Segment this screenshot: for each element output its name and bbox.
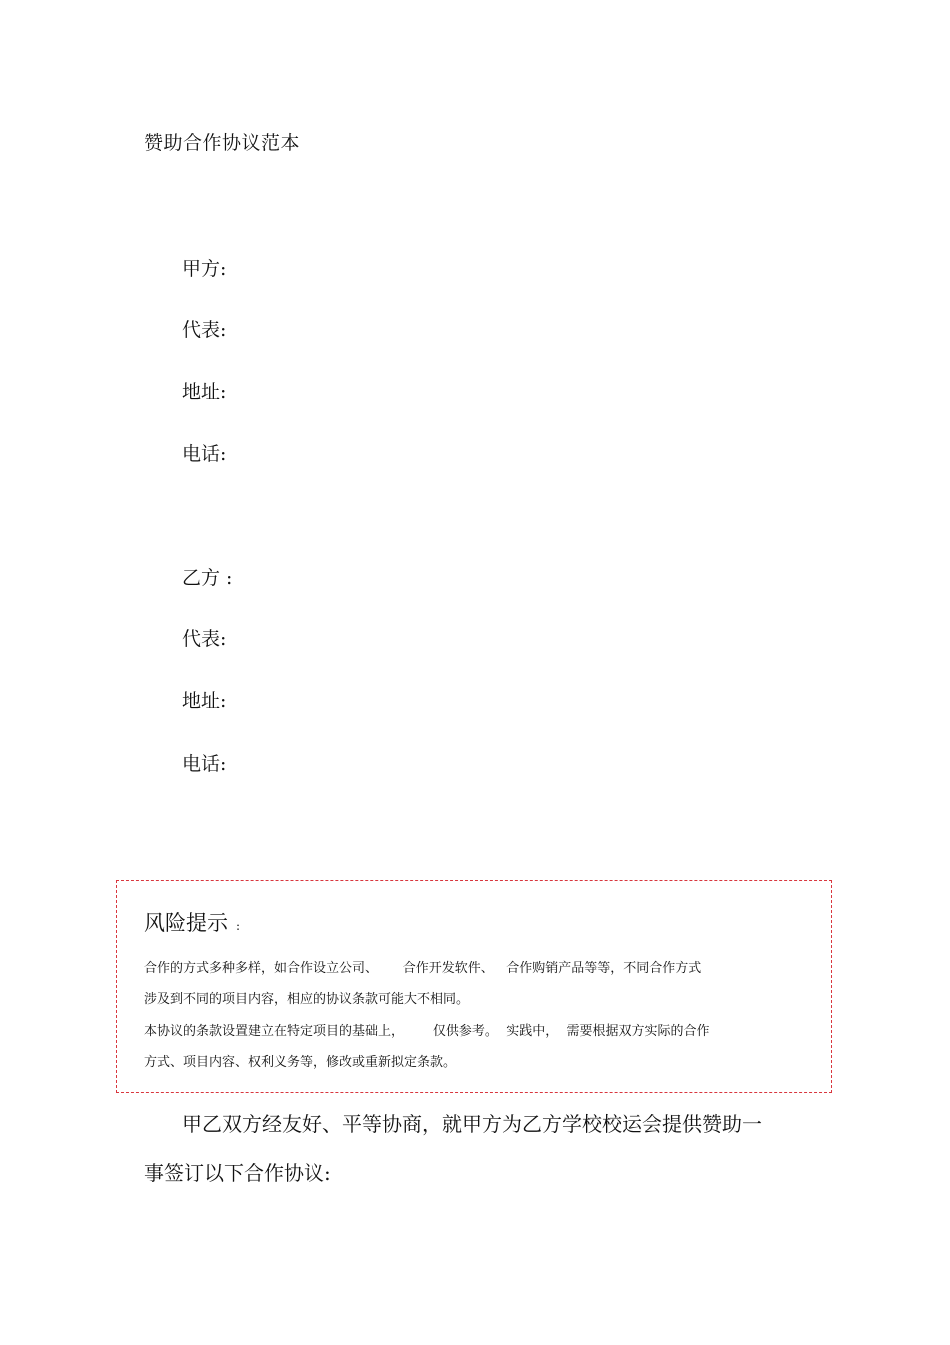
party-b-representative-label: 代表: xyxy=(182,628,227,650)
risk-notice-line: 合作的方式多种多样，如合作设立公司、 合作开发软件、 合作购销产品等等，不同合作方式 xyxy=(144,961,702,976)
party-a-phone-label: 电话: xyxy=(182,443,227,465)
intro-paragraph-line-2: 事签订以下合作协议: xyxy=(144,1161,331,1185)
party-a-name-label: 甲方: xyxy=(182,258,227,280)
risk-notice-line: 本协议的条款设置建立在特定项目的基础上， 仅供参考。 实践中， 需要根据双方实际的合作 xyxy=(144,1024,710,1039)
risk-notice-box xyxy=(116,880,832,1093)
party-b-address-label: 地址: xyxy=(182,690,227,712)
risk-notice-heading-colon: : xyxy=(236,919,241,933)
document-title: 赞助合作协议范本 xyxy=(144,132,301,154)
risk-notice-line: 涉及到不同的项目内容，相应的协议条款可能大不相同。 xyxy=(144,992,470,1007)
intro-paragraph-line-1: 甲乙双方经友好、平等协商，就甲方为乙方学校校运会提供赞助一 xyxy=(182,1112,762,1136)
risk-notice-heading xyxy=(144,907,240,937)
party-a-address-label: 地址: xyxy=(182,381,227,403)
risk-notice-line: 方式、项目内容、权利义务等，修改或重新拟定条款。 xyxy=(144,1055,457,1070)
party-a-representative-label: 代表: xyxy=(182,319,227,341)
party-b-phone-label: 电话: xyxy=(182,753,227,775)
party-b-name-label: 乙方 : xyxy=(182,567,233,589)
risk-notice-heading-text: 风险提示 xyxy=(144,911,228,935)
